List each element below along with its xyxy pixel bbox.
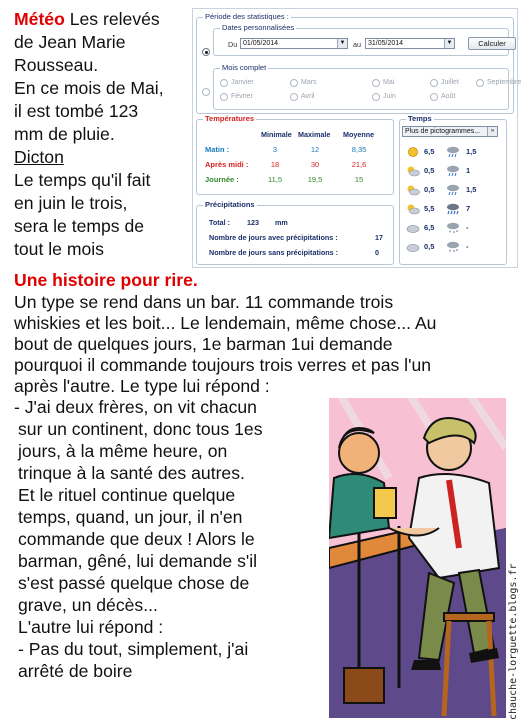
month-label: Janvier xyxy=(231,79,254,86)
meteo-line: mm de pluie. xyxy=(14,124,115,144)
meteo-line: Rousseau. xyxy=(14,55,99,75)
weather-value: - xyxy=(466,242,469,251)
story-title: Une histoire pour rire. xyxy=(14,270,198,290)
temp-row-label: Après midi : xyxy=(205,160,249,169)
temp-row-label: Matin : xyxy=(205,145,230,154)
temp-cell: 3 xyxy=(272,145,278,154)
calculer-button[interactable]: Calculer xyxy=(468,37,516,50)
weather-row xyxy=(400,220,500,238)
story-line: trinque à la santé des autres. xyxy=(18,463,245,483)
story-line: s'est passé quelque chose de xyxy=(18,573,250,593)
weather-value: 1,5 xyxy=(466,185,477,194)
story-line: - J'ai deux frères, on vit chacun xyxy=(14,397,257,417)
dates-fieldset xyxy=(213,23,509,56)
meteo-text-block xyxy=(14,8,194,261)
month-radio[interactable] xyxy=(290,79,298,87)
weather-value: 5,5 xyxy=(424,204,435,213)
weather-row xyxy=(400,163,500,181)
mois-fieldset xyxy=(213,63,522,110)
weather-value: 1,5 xyxy=(466,147,477,156)
avec-value: 17 xyxy=(375,233,383,242)
total-value: 123 xyxy=(247,218,259,227)
pictogram-select[interactable] xyxy=(402,126,498,137)
dicton-line: sera le temps de xyxy=(14,216,145,236)
blog-credit: chauche-lorguette.blogs.fr xyxy=(508,563,519,720)
dicton-line: tout le mois xyxy=(14,239,104,259)
sun-cloud-icon xyxy=(406,202,420,220)
rain-cloud-icon xyxy=(446,164,460,182)
sun-cloud-icon xyxy=(406,164,420,182)
du-date-value: 01/05/2014 xyxy=(243,40,279,47)
month-label: Septembre xyxy=(487,79,522,86)
pictogram-select-value: Plus de pictogrammes... xyxy=(405,128,481,135)
month-label: Juillet xyxy=(441,79,459,86)
temp-header-moy: Moyenne xyxy=(343,130,375,139)
meteo-line: Les relevés xyxy=(69,9,160,29)
weather-row xyxy=(400,182,500,200)
cloud-icon xyxy=(406,221,420,239)
sun-icon xyxy=(406,145,420,163)
story-line: Un type se rend dans un bar. 11 commande trois xyxy=(14,292,394,312)
weather-value: 0,5 xyxy=(424,242,435,251)
heavy-rain-icon xyxy=(446,202,460,220)
temp-header-max: Maximale xyxy=(298,130,331,139)
month-label: Mars xyxy=(301,79,317,86)
dicton-label: Dicton xyxy=(14,147,64,167)
month-label: Février xyxy=(231,93,253,100)
month-radio[interactable] xyxy=(430,93,438,101)
meteo-line: il est tombé 123 xyxy=(14,101,139,121)
story-line: L'autre lui répond : xyxy=(18,617,164,637)
au-date-combo[interactable] xyxy=(365,38,455,49)
dates-legend: Dates personnalisées xyxy=(222,23,295,32)
cloud-icon xyxy=(406,240,420,258)
story-line: jours, à la même heure, on xyxy=(18,441,228,461)
dicton-line: en juin le trois, xyxy=(14,193,128,213)
weather-stats-panel xyxy=(192,8,522,268)
bar-illustration xyxy=(329,398,506,718)
rain-cloud-icon xyxy=(446,183,460,201)
month-radio[interactable] xyxy=(220,79,228,87)
temps-fieldset xyxy=(399,114,507,265)
weather-value: - xyxy=(466,223,469,232)
story-line: après l'autre. Le type lui répond : xyxy=(14,376,270,396)
periode-legend: Période des statistiques : xyxy=(205,12,289,21)
story-line: commande que deux ! Alors le xyxy=(18,529,255,549)
weather-value: 0,5 xyxy=(424,185,435,194)
month-radio[interactable] xyxy=(290,93,298,101)
temp-cell: 30 xyxy=(310,160,320,169)
temperatures-fieldset xyxy=(196,114,394,195)
meteo-line: En ce mois de Mai, xyxy=(14,78,164,98)
dates-radio[interactable] xyxy=(202,48,210,56)
month-radio[interactable] xyxy=(430,79,438,87)
temp-header-min: Minimale xyxy=(261,130,292,139)
avec-label: Nombre de jours avec précipitations : xyxy=(209,233,338,242)
sans-value: 0 xyxy=(375,248,379,257)
weather-row xyxy=(400,201,500,219)
story-line: whiskies et les boit... Le lendemain, même chose... Au xyxy=(14,313,437,333)
du-date-combo[interactable] xyxy=(240,38,348,49)
precip-legend: Précipitations xyxy=(205,200,255,209)
temperatures-legend: Températures xyxy=(205,114,255,123)
month-label: Août xyxy=(441,93,456,100)
total-unit: mm xyxy=(275,218,288,227)
weather-row xyxy=(400,239,500,257)
month-radio[interactable] xyxy=(372,79,380,87)
temps-legend: Temps xyxy=(408,114,432,123)
month-label: Mai xyxy=(383,79,395,86)
story-line: bout de quelques jours, 1e barman 1ui demande xyxy=(14,334,393,354)
total-label: Total : xyxy=(209,218,231,227)
meteo-line: de Jean Marie xyxy=(14,32,126,52)
temp-cell: 15 xyxy=(354,175,364,184)
temp-cell: 21,6 xyxy=(351,160,367,169)
story-line: pourquoi il commande toujours trois verres et pas l'un xyxy=(14,355,432,375)
month-radio[interactable] xyxy=(476,79,484,87)
meteo-title: Météo xyxy=(14,9,65,29)
story-line: arrêté de boire xyxy=(18,661,133,681)
mois-legend: Mois complet xyxy=(222,63,267,72)
story-line: sur un continent, donc tous 1es xyxy=(18,419,263,439)
chevron-down-icon[interactable]: ▼ xyxy=(444,39,454,48)
rain-cloud-icon xyxy=(446,145,460,163)
weather-value: 0,5 xyxy=(424,166,435,175)
chevron-down-icon[interactable]: ▼ xyxy=(337,39,347,48)
temp-cell: 19,5 xyxy=(307,175,323,184)
du-label: Du xyxy=(228,40,238,49)
weather-value: 7 xyxy=(466,204,471,213)
month-label: Juin xyxy=(383,93,396,100)
au-label: au xyxy=(353,40,361,49)
temp-cell: 18 xyxy=(270,160,280,169)
periode-fieldset xyxy=(196,12,522,114)
sans-label: Nombre de jours sans précipitations : xyxy=(209,248,339,257)
weather-value: 6,5 xyxy=(424,147,435,156)
snow-cloud-icon xyxy=(446,221,460,239)
story-line: grave, un décès... xyxy=(18,595,158,615)
temp-cell: 12 xyxy=(310,145,320,154)
dicton-line: Le temps qu'il fait xyxy=(14,170,151,190)
month-radio[interactable] xyxy=(220,93,228,101)
story-line: Et le rituel continue quelque xyxy=(18,485,236,505)
month-radio[interactable] xyxy=(372,93,380,101)
story-line: - Pas du tout, simplement, j'ai xyxy=(18,639,249,659)
temp-row-label: Journée : xyxy=(205,175,239,184)
temp-cell: 11,5 xyxy=(267,175,283,184)
sun-cloud-icon xyxy=(406,183,420,201)
month-label: Avril xyxy=(301,93,315,100)
weather-value: 1 xyxy=(466,166,471,175)
weather-value: 6,5 xyxy=(424,223,435,232)
snow-cloud-icon xyxy=(446,240,460,258)
story-line: temps, quand, un jour, il n'en xyxy=(18,507,243,527)
weather-row xyxy=(400,144,500,162)
au-date-value: 31/05/2014 xyxy=(368,40,404,47)
story-line: barman, gêné, lui demande s'il xyxy=(18,551,258,571)
precipitations-fieldset xyxy=(196,200,394,265)
temp-cell: 8,35 xyxy=(351,145,367,154)
chevron-down-icon[interactable]: » xyxy=(487,127,497,136)
mois-radio[interactable] xyxy=(202,88,210,96)
